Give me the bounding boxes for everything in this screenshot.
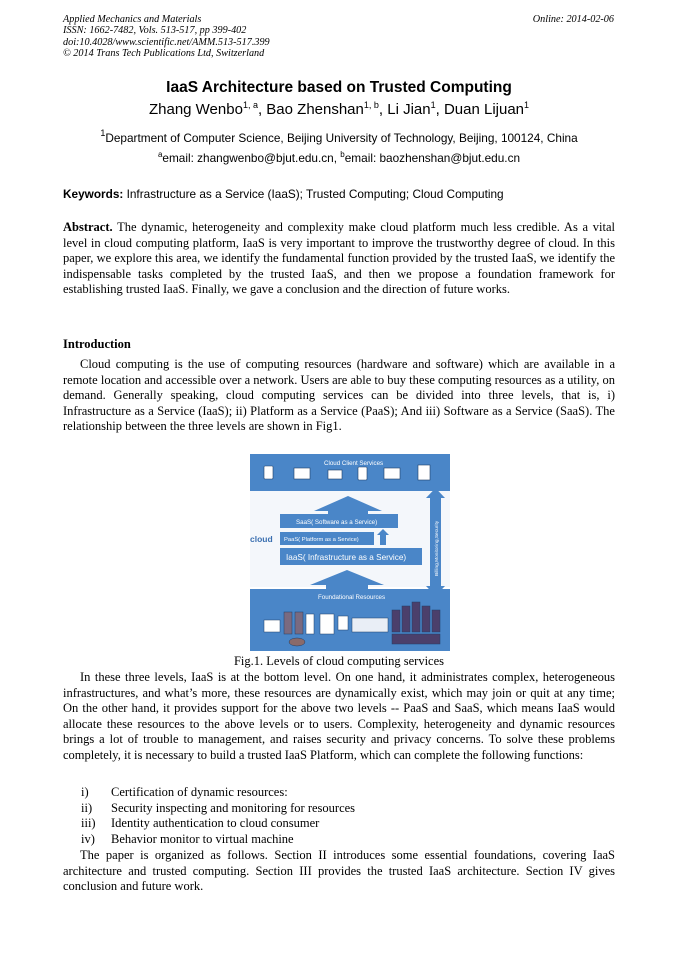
abstract-text: The dynamic, heterogeneity and complexity make cloud platform much less credible. As a vital level in cloud computing platform, IaaS is very important to improve the trustworthy degree of cloud. In this paper, we explore this area, we identify the fundamental function provided by the trusted IaaS, we identify the indispensable tasks completed by the trusted IaaS, and then we propose a foundation framework for establishing trusted IaaS. Finally, we gave a conclusion and the direction of future works. (63, 220, 615, 297)
abstract (63, 220, 615, 298)
email-a-sup: a (157, 150, 163, 159)
author-name: Duan Lijuan (443, 101, 525, 118)
figure-caption: Fig.1. Levels of cloud computing services (233, 654, 445, 668)
paper-title: IaaS Architecture based on Trusted Computing (166, 79, 512, 96)
affiliation-sup: 1 (100, 128, 106, 138)
network-node-icon (338, 616, 348, 630)
rack-icon (422, 606, 430, 632)
email-b: email: baozhenshan@bjut.edu.cn (344, 151, 521, 165)
author-sup: 1, a (242, 100, 258, 110)
issn: ISSN: 1662-7482, Vols. 513-517, pp 399-402 (63, 25, 247, 37)
list-item: ii) Security inspecting and monitoring for resources (81, 800, 356, 815)
doi: doi:10.4028/www.scientific.net/AMM.513-517.399 (63, 36, 270, 48)
cloud-levels-diagram (250, 454, 450, 651)
intro-paragraph-1: Cloud computing is the use of computing resources (hardware and software) which are available in a remote location and accessible over a network. Users are able to buy these computing resources as a utility, on demand. Generally speaking, cloud computing services can be divided into three levels, that is, i) Infrastructure as a Service (IaaS); ii) Platform as a Service (PaaS); And iii) Software as a Service (SaaS). The relationship between the three levels are shown in Fig1. (63, 357, 615, 434)
monitor-icon (294, 468, 310, 479)
server-icon (295, 612, 303, 634)
online-date: Online: 2014-02-06 (532, 14, 614, 25)
author-list: Zhang Wenbo$^{1, a}$, Bao Zhenshan$^{1, b}$, Li Jian$^1$, Duan Lijuan$^1$ (148, 100, 530, 118)
author-sup: 1, b (363, 100, 379, 110)
function-list (81, 785, 611, 848)
rack-icon (412, 602, 420, 632)
rack-icon (392, 610, 400, 632)
list-item: iv) Behavior monitor to virtual machine (81, 832, 294, 847)
keywords-label: Keywords: (63, 187, 124, 201)
storage-icon (306, 614, 314, 634)
disk-icon (289, 638, 305, 646)
author-emails (0, 151, 678, 165)
saas-label: SaaS( Software as a Service) (296, 519, 378, 526)
side-label: Billing,Monitoring,Security (435, 520, 440, 576)
server-icon (418, 465, 430, 480)
tablet-icon (358, 467, 367, 480)
email-b-sup: b (340, 150, 345, 159)
journal-name: Applied Mechanics and Materials (63, 14, 202, 25)
section-heading: Introduction (63, 337, 131, 351)
intro-paragraph-2: In these three levels, IaaS is at the bottom level. On one hand, it administrates complex, heterogeneous infrastructures, and what’s more, these resources are dynamically exist, which may join or quit at any time; On the other hand, it provides support for the above two levels -- PaaS and SaaS, which means IaaS would allocate these resources to the above levels or to users. Complexity, heterogeneity and dynamic resources brings a lot of trouble to management, and raises security and privacy concerns. To solve these problems completely, it is necessary to build a trusted IaaS Platform, which can complete the following functions: (63, 670, 615, 762)
journal-header (63, 14, 270, 59)
copyright: © 2014 Trans Tech Publications Ltd, Switzerland (63, 47, 265, 59)
rack-icon (402, 606, 410, 632)
client-services-label: Cloud Client Services (324, 460, 384, 467)
desktop-icon (384, 468, 400, 479)
list-item: iii) Identity authentication to cloud consumer (81, 816, 320, 831)
laptop-icon (328, 470, 342, 479)
cloud-label: cloud (250, 534, 273, 544)
author-sup: 1 (430, 100, 436, 110)
keywords-text: Infrastructure as a Service (IaaS); Trusted Computing; Cloud Computing (123, 187, 504, 201)
foundation-label: Foundational Resources (318, 594, 386, 601)
affiliation-text: Department of Computer Science, Beijing University of Technology, Beijing, 100124, China (105, 131, 578, 145)
abstract-label: Abstract. (63, 220, 113, 234)
author-name: Bao Zhenshan (266, 101, 364, 118)
paas-label: PaaS( Platform as a Service) (284, 537, 359, 543)
iaas-label: IaaS( Infrastructure as a Service) (286, 553, 407, 562)
figure-cloud-levels (250, 454, 450, 651)
phone-icon (264, 466, 273, 479)
laptop-icon (264, 620, 280, 632)
network-node-icon (320, 614, 334, 634)
affiliation (0, 128, 678, 145)
server-icon (284, 612, 292, 634)
rack-icon (432, 610, 440, 632)
email-a: email: zhangwenbo@bjut.edu.cn, (162, 151, 341, 165)
author-sup: 1 (524, 100, 530, 110)
keywords (63, 187, 615, 201)
author-name: Li Jian (387, 101, 431, 118)
network-switch-icon (352, 618, 388, 632)
list-item: i) Certification of dynamic resources: (81, 785, 288, 799)
author-name: Zhang Wenbo (148, 101, 243, 118)
rack-base-icon (392, 634, 440, 644)
intro-paragraph-3: The paper is organized as follows. Section II introduces some essential foundations, covering IaaS architecture and trusted computing. Section III provides the trusted IaaS architecture. Section IV gives conclusion and future work. (63, 848, 615, 894)
